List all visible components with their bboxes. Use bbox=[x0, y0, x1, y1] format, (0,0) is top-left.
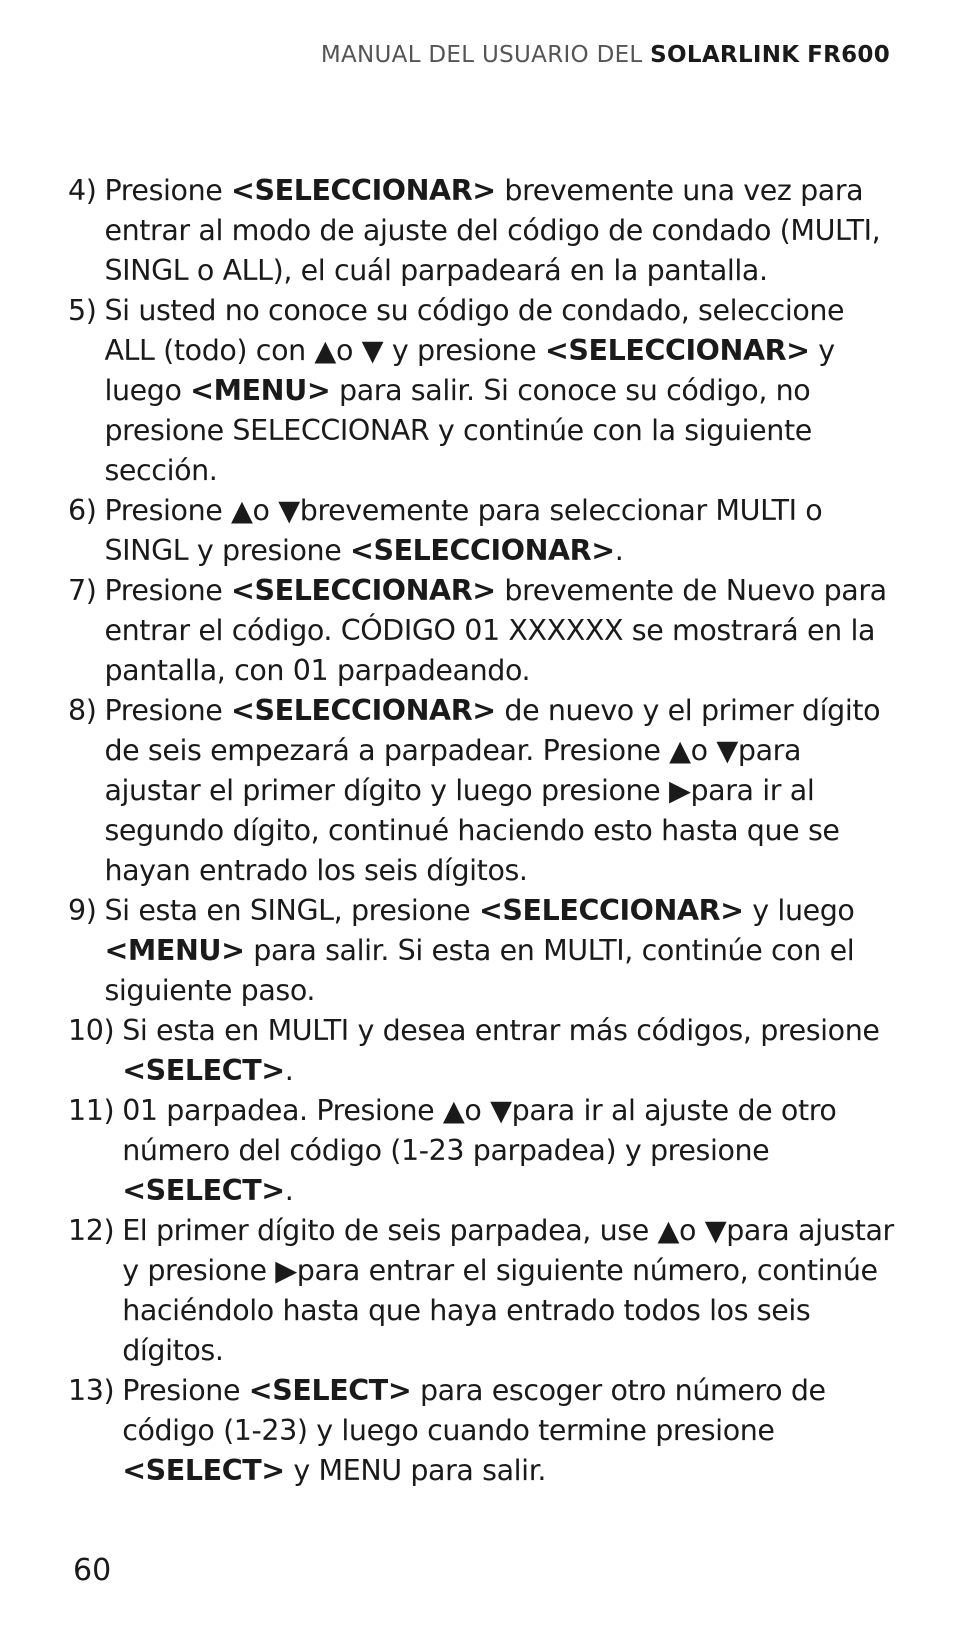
step-text bbox=[122, 1091, 898, 1211]
step-text-run: . bbox=[284, 1174, 294, 1207]
step-text bbox=[104, 571, 898, 691]
step-text bbox=[104, 491, 898, 571]
step-text-run: Presione bbox=[104, 694, 232, 727]
button-name: <SELECT> bbox=[122, 1174, 285, 1207]
step-text bbox=[122, 1011, 898, 1091]
instruction-step bbox=[68, 1091, 898, 1211]
running-header bbox=[321, 42, 890, 68]
step-number: 10) bbox=[68, 1014, 115, 1047]
step-text bbox=[104, 891, 898, 1011]
header-title: MANUAL DEL USUARIO DEL bbox=[320, 42, 643, 68]
header-model: FR600 bbox=[807, 42, 890, 68]
step-text bbox=[104, 171, 898, 291]
step-number: 4) bbox=[68, 174, 97, 207]
step-text-run: para salir. Si conoce su código, no presione SELECCIONAR y continúe con la siguiente sección. bbox=[104, 374, 812, 487]
step-text bbox=[104, 291, 898, 491]
button-name: <SELECCIONAR> bbox=[231, 174, 496, 207]
step-text-run: para salir. Si esta en MULTI, continúe con el siguiente paso. bbox=[104, 934, 855, 1007]
step-text-run: y luego bbox=[104, 334, 835, 407]
step-text-run: y luego bbox=[743, 894, 855, 927]
step-number: 6) bbox=[68, 494, 97, 527]
step-number: 9) bbox=[68, 894, 97, 927]
step-text-run: . bbox=[614, 534, 624, 567]
step-number: 5) bbox=[68, 294, 97, 327]
button-name: <SELECT> bbox=[248, 1374, 412, 1407]
step-number: 13) bbox=[68, 1374, 115, 1407]
instruction-step bbox=[68, 891, 898, 1011]
instruction-step bbox=[68, 171, 898, 291]
step-text-run: para escoger otro número de código (1-23) y luego cuando termine presione bbox=[122, 1374, 826, 1447]
step-text-run: brevemente una vez para entrar al modo de ajuste del código de condado (MULTI, SINGL o ALL), el cuál parpadeará en la pantalla. bbox=[104, 174, 881, 287]
step-text-run: . bbox=[284, 1054, 294, 1087]
step-text bbox=[122, 1371, 898, 1491]
step-number: 11) bbox=[68, 1094, 115, 1127]
button-name: <SELECT> bbox=[122, 1054, 285, 1087]
button-name: <SELECCIONAR> bbox=[350, 534, 615, 567]
step-text bbox=[104, 691, 898, 891]
step-text-run: Presione bbox=[122, 1374, 249, 1407]
step-text bbox=[122, 1211, 898, 1371]
header-brand: SOLARLINK bbox=[650, 42, 800, 68]
instruction-step bbox=[68, 291, 898, 491]
button-name: <MENU> bbox=[104, 934, 245, 967]
step-text-run: El primer dígito de seis parpadea, use ▲o ▼para ajustar y presione ▶para entrar el siguiente número, continúe haciéndolo hasta que haya entrado todos los seis dígitos. bbox=[122, 1214, 894, 1367]
button-name: <SELECCIONAR> bbox=[231, 694, 496, 727]
instruction-step bbox=[68, 491, 898, 571]
step-text-run: Si esta en SINGL, presione bbox=[104, 894, 479, 927]
step-text-run: y MENU para salir. bbox=[284, 1454, 547, 1487]
step-text-run: Presione bbox=[104, 174, 232, 207]
button-name: <SELECT> bbox=[122, 1454, 285, 1487]
instruction-step bbox=[68, 1211, 898, 1371]
button-name: <MENU> bbox=[190, 374, 331, 407]
step-text-run: Si esta en MULTI y desea entrar más códigos, presione bbox=[122, 1014, 880, 1047]
step-number: 8) bbox=[68, 694, 97, 727]
button-name: <SELECCIONAR> bbox=[544, 334, 810, 367]
instruction-step bbox=[68, 1371, 898, 1491]
step-text-run: Si usted no conoce su código de condado, seleccione ALL (todo) con ▲o ▼ y presione bbox=[104, 294, 845, 367]
step-number: 7) bbox=[68, 574, 97, 607]
step-text-run: brevemente de Nuevo para entrar el código. CÓDIGO 01 XXXXXX se mostrará en la pantalla, con 01 parpadeando. bbox=[104, 574, 887, 687]
instruction-list bbox=[68, 171, 898, 1491]
step-text-run: de nuevo y el primer dígito de seis empezará a parpadear. Presione ▲o ▼para ajustar el primer dígito y luego presione ▶para ir al segundo dígito, continué haciendo esto hasta que se hayan entrado los seis dígitos. bbox=[104, 694, 881, 887]
instruction-step bbox=[68, 1011, 898, 1091]
instruction-step bbox=[68, 571, 898, 691]
button-name: <SELECCIONAR> bbox=[231, 574, 496, 607]
step-number: 12) bbox=[68, 1214, 115, 1247]
button-name: <SELECCIONAR> bbox=[478, 894, 744, 927]
step-text-run: 01 parpadea. Presione ▲o ▼para ir al ajuste de otro número del código (1-23 parpadea) y presione bbox=[122, 1094, 837, 1167]
step-text-run: Presione bbox=[104, 574, 232, 607]
instruction-step bbox=[68, 691, 898, 891]
step-text-run: Presione ▲o ▼brevemente para seleccionar MULTI o SINGL y presione bbox=[104, 494, 823, 567]
page-number: 60 bbox=[73, 1553, 112, 1588]
